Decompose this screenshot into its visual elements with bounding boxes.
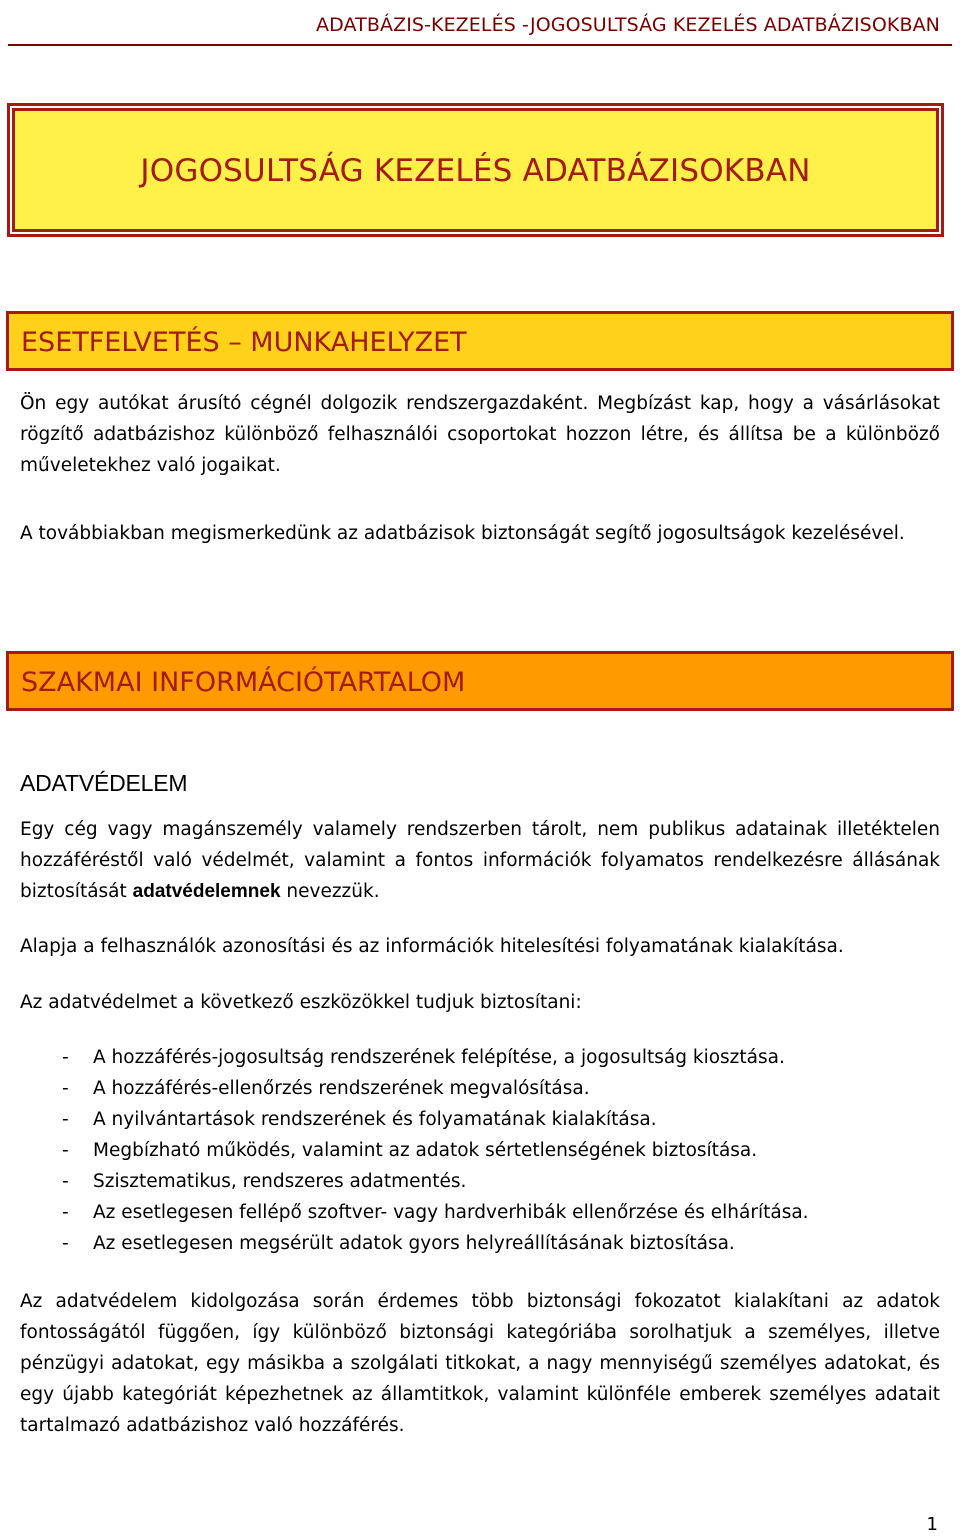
document-title-box	[12, 108, 939, 232]
header-divider	[8, 44, 952, 46]
list-bullet: -	[62, 1202, 69, 1223]
list-item	[20, 1042, 940, 1073]
list-bullet: -	[62, 1140, 69, 1161]
list-item-text: Megbízható működés, valamint az adatok sértetlenségének biztosítása.	[93, 1140, 758, 1161]
scenario-paragraph-2: A továbbiakban megismerkedünk az adatbázisok biztonságát segítő jogosultságok kezelésével.	[20, 523, 905, 544]
running-header-text: ADATBÁZIS-KEZELÉS -JOGOSULTSÁG KEZELÉS ADATBÁZISOKBAN	[316, 14, 940, 36]
security-levels-paragraph: Az adatvédelem kidolgozása során érdemes több biztonsági fokozatot kialakítani az adatok fontosságától függően, így különböző biztonsági kategóriába sorolhatjuk a személyes, illetve pénzügyi adatokat, egy másikba a szolgálati titkokat, a nagy mennyiségű személyes adatokat, és egy újabb kategóriát képezhetnek az államtitkok, valamint különféle emberek személyes adatait tartalmazó adatbázishoz való hozzáférés.	[20, 1291, 940, 1436]
list-item	[20, 1073, 940, 1104]
basis-paragraph: Alapja a felhasználók azonosítási és az információk hitelesítési folyamatának kialakítása.	[20, 936, 844, 957]
list-item-text: Az esetlegesen fellépő szoftver- vagy hardverhibák ellenőrzése és elhárítása.	[93, 1202, 809, 1223]
list-bullet: -	[62, 1233, 69, 1254]
running-header	[0, 0, 960, 44]
list-item	[20, 1197, 940, 1228]
list-item-text: Szisztematikus, rendszeres adatmentés.	[93, 1171, 467, 1192]
tools-intro-paragraph: Az adatvédelmet a következő eszközökkel tudjuk biztosítani:	[20, 992, 582, 1013]
list-item-text: A hozzáférés-ellenőrzés rendszerének megvalósítása.	[93, 1078, 590, 1099]
list-bullet: -	[62, 1078, 69, 1099]
defined-term: adatvédelemnek	[132, 881, 281, 902]
list-item-text: A nyilvántartások rendszerének és folyamatának kialakítása.	[93, 1109, 657, 1130]
list-item	[20, 1104, 940, 1135]
section-heading-content: SZAKMAI INFORMÁCIÓTARTALOM	[21, 667, 466, 698]
scenario-paragraph-1: Ön egy autókat árusító cégnél dolgozik rendszergazdaként. Megbízást kap, hogy a vásárlásokat rögzítő adatbázishoz különböző felhasználói csoportokat hozzon létre, és állítsa be a különböző műveletekhez való jogaikat.	[20, 393, 940, 476]
definition-text-start: Egy cég vagy magánszemély valamely rendszerben tárolt, nem publikus adatainak illetéktelen hozzáféréstől való védelmét, valamint a fontos információk folyamatos rendelkezésre állásának biztosítását	[20, 819, 940, 902]
list-item-text: Az esetlegesen megsérült adatok gyors helyreállításának biztosítása.	[93, 1233, 735, 1254]
list-bullet: -	[62, 1047, 69, 1068]
list-item-text: A hozzáférés-jogosultság rendszerének felépítése, a jogosultság kiosztása.	[93, 1047, 785, 1068]
list-item	[20, 1228, 940, 1259]
list-bullet: -	[62, 1109, 69, 1130]
page-number: 1	[926, 1514, 938, 1535]
definition-text-end: nevezzük.	[280, 881, 380, 902]
document-title: JOGOSULTSÁG KEZELÉS ADATBÁZISOKBAN	[140, 153, 811, 189]
definition-paragraph	[20, 814, 940, 907]
section-heading-bar-scenario	[6, 311, 954, 371]
list-bullet: -	[62, 1171, 69, 1192]
section-heading-bar-content	[6, 651, 954, 711]
protection-tools-list	[20, 1042, 940, 1259]
subheading-data-protection: ADATVÉDELEM	[20, 770, 188, 796]
section-heading-scenario: ESETFELVETÉS – MUNKAHELYZET	[21, 327, 467, 358]
list-item	[20, 1135, 940, 1166]
list-item	[20, 1166, 940, 1197]
